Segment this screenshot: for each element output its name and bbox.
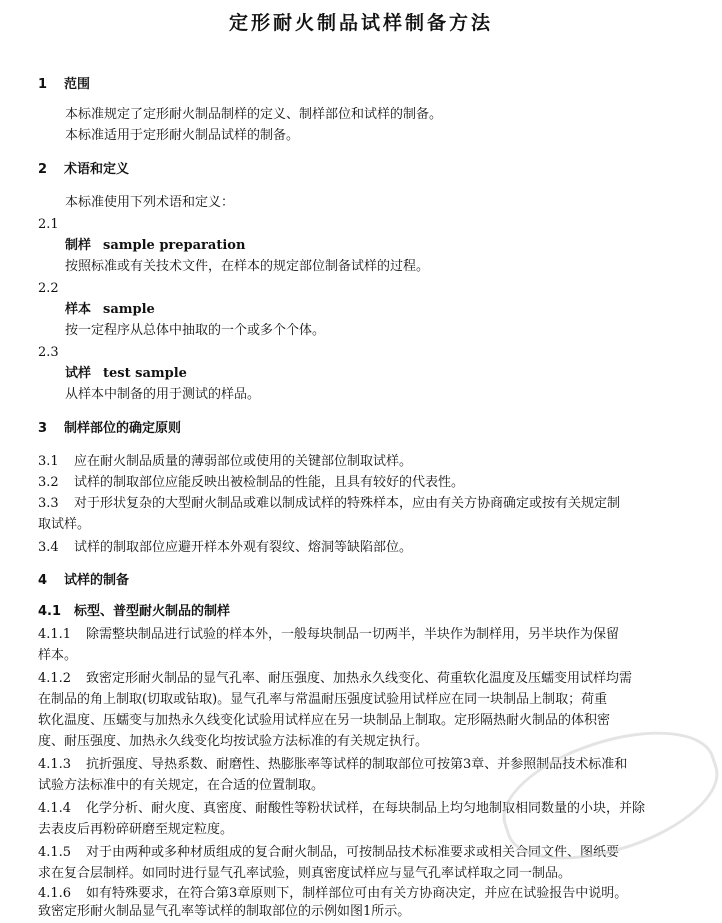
term-definition: 按照标准或有关技术文件，在样本的规定部位制备试样的过程。 [65, 259, 430, 274]
term-definition: 从样本中制备的用于测试的样品。 [65, 387, 261, 402]
clause-continuation: 去表皮后再粉碎研磨至规定粒度。 [38, 822, 234, 837]
clause: 3.2 试样的制取部位应能反映出被检制品的性能，且具有较好的代表性。 [38, 475, 465, 490]
clause: 4.1.5 对于由两种或多种材质组成的复合耐火制品，可按制品技术标准要求或相关合同文件、图纸要 [38, 845, 620, 860]
document-title: 定形耐火制品试样制备方法 [228, 12, 493, 34]
clause: 3.1 应在耐火制品质量的薄弱部位或使用的关键部位制取试样。 [38, 454, 413, 469]
clause-continuation: 取试样。 [38, 517, 91, 532]
clause-continuation: 软化温度、压蠕变与加热永久线变化试验用试样应在另一块制品上制取。定形隔热耐火制品的体积密 [38, 713, 611, 728]
section-2-intro: 本标准使用下列术语和定义： [65, 195, 235, 210]
section-4-heading: 4 试样的制备 [38, 573, 130, 588]
term-number: 2.2 [38, 281, 59, 296]
clause: 4.1.3 抗折强度、导热系数、耐磨性、热膨胀率等试样的制取部位可按第3章、并参照制品技术标准和 [38, 757, 628, 772]
term-entry: 试样 test sample [65, 366, 187, 381]
clause-continuation: 求在复合层制样。如同时进行显气孔率试验，则真密度试样应与显气孔率试样取之同一制品。 [38, 866, 572, 881]
term-definition: 按一定程序从总体中抽取的一个或多个个体。 [65, 323, 326, 338]
term-entry: 样本 sample [65, 302, 155, 317]
clause-continuation: 样本。 [38, 648, 78, 663]
subsection-heading: 4.1 标型、普型耐火制品的制样 [38, 604, 231, 619]
clause: 4.1.4 化学分析、耐火度、真密度、耐酸性等粉状试样，在每块制品上均匀地制取相同数量的小块，并除 [38, 801, 646, 816]
clause: 4.1.1 除需整块制品进行试验的样本外，一般每块制品一切两半，半块作为制样用，另半块作为保留 [38, 627, 620, 642]
clause: 4.1.2 致密定形耐火制品的显气孔率、耐压强度、加热永久线变化、荷重软化温度及压蠕变用试样均需 [38, 671, 633, 686]
section-2-heading: 2 术语和定义 [38, 162, 130, 177]
section-3-heading: 3 制样部位的确定原则 [38, 421, 182, 436]
term-number: 2.1 [38, 217, 59, 232]
clause-continuation: 致密定形耐火制品显气孔率等试样的制取部位的示例如图1所示。 [38, 904, 411, 919]
section-1-heading: 1 范围 [38, 77, 91, 92]
term-entry: 制样 sample preparation [65, 238, 246, 253]
clause: 3.3 对于形状复杂的大型耐火制品或难以制成试样的特殊样本，应由有关方协商确定或按有关规定制 [38, 496, 621, 511]
clause: 4.1.6 如有特殊要求，在符合第3章原则下，制样部位可由有关方协商决定，并应在试验报告中说明。 [38, 886, 628, 901]
term-number: 2.3 [38, 345, 59, 360]
clause-continuation: 试验方法标准中的有关规定，在合适的位置制取。 [38, 778, 325, 793]
section-1-paragraph: 本标准规定了定形耐火制品制样的定义、制样部位和试样的制备。 [65, 107, 443, 122]
clause-continuation: 在制品的角上制取(切取或钻取)。显气孔率与常温耐压强度试验用试样应在同一块制品上制取；荷重 [38, 692, 608, 707]
section-1-paragraph: 本标准适用于定形耐火制品试样的制备。 [65, 128, 300, 143]
clause-continuation: 度、耐压强度、加热永久线变化均按试验方法标准的有关规定执行。 [38, 734, 429, 749]
clause: 3.4 试样的制取部位应避开样本外观有裂纹、熔洞等缺陷部位。 [38, 540, 413, 555]
